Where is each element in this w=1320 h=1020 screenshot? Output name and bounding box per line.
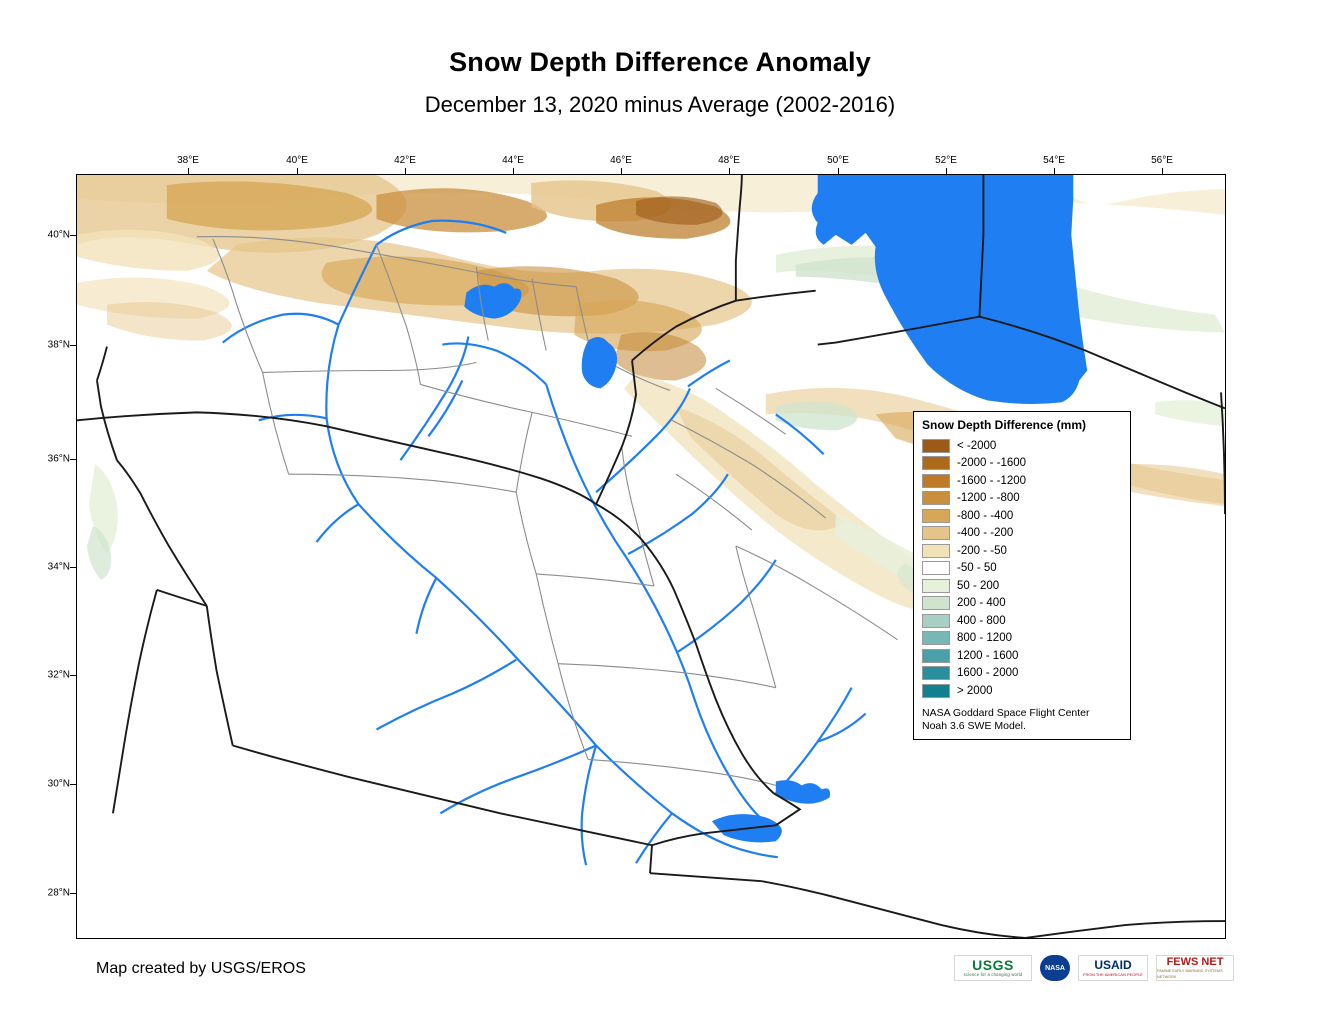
legend-source-line2: Noah 3.6 SWE Model. <box>922 719 1026 732</box>
legend-item <box>922 560 1122 578</box>
lat-label: 40°N <box>47 229 70 241</box>
lat-label: 36°N <box>47 453 70 465</box>
legend-swatch <box>922 684 950 698</box>
legend-swatch <box>922 666 950 680</box>
usgs-logo-tagline: science for a changing world <box>963 972 1023 977</box>
legend-label: 200 - 400 <box>957 597 1006 610</box>
lon-label: 50°E <box>827 155 849 166</box>
page-subtitle: December 13, 2020 minus Average (2002-2016) <box>424 92 896 117</box>
legend-label: -800 - -400 <box>957 509 1014 522</box>
legend-item <box>922 630 1122 648</box>
lon-label: 40°E <box>286 155 308 166</box>
legend-label: 50 - 200 <box>957 579 1000 592</box>
lon-label: 52°E <box>935 155 957 166</box>
legend-label: -400 - -200 <box>957 527 1014 540</box>
legend-item <box>922 665 1122 683</box>
title-block <box>0 0 1320 118</box>
legend-label: 1200 - 1600 <box>957 649 1019 662</box>
lon-label: 48°E <box>718 155 740 166</box>
page-title: Snow Depth Difference Anomaly <box>449 47 871 77</box>
lon-label: 56°E <box>1151 155 1173 166</box>
legend-swatch <box>922 631 950 645</box>
map-credit: Map created by USGS/EROS <box>96 960 306 977</box>
legend-item <box>922 437 1122 455</box>
legend-title: Snow Depth Difference (mm) <box>922 418 1087 432</box>
legend-label: -1200 - -800 <box>957 492 1020 505</box>
legend-label: -1600 - -1200 <box>957 474 1027 487</box>
legend-swatch <box>922 614 950 628</box>
legend-source-line1: NASA Goddard Space Flight Center <box>922 706 1090 719</box>
lat-label: 30°N <box>47 778 70 790</box>
legend-label: -200 - -50 <box>957 544 1007 557</box>
legend-item <box>922 647 1122 665</box>
legend-swatch <box>922 491 950 505</box>
legend-item <box>922 507 1122 525</box>
legend-label: < -2000 <box>957 439 997 452</box>
legend-item <box>922 577 1122 595</box>
legend-label: 800 - 1200 <box>957 632 1012 645</box>
usgs-logo-text: USGS <box>972 957 1014 973</box>
map-legend <box>913 411 1131 740</box>
usaid-logo <box>1078 955 1148 981</box>
usaid-logo-tagline: FROM THE AMERICAN PEOPLE <box>1083 971 1143 977</box>
legend-swatch <box>922 474 950 488</box>
legend-swatch <box>922 561 950 575</box>
legend-source <box>922 707 1122 733</box>
legend-swatch <box>922 456 950 470</box>
legend-item <box>922 455 1122 473</box>
legend-label: -50 - 50 <box>957 562 997 575</box>
usaid-logo-text: USAID <box>1094 957 1132 972</box>
legend-swatch <box>922 596 950 610</box>
lat-label: 38°N <box>47 339 70 351</box>
legend-item <box>922 525 1122 543</box>
logo-row <box>954 955 1234 981</box>
legend-label: 1600 - 2000 <box>957 667 1019 680</box>
legend-swatch <box>922 544 950 558</box>
legend-swatch <box>922 509 950 523</box>
lon-label: 46°E <box>610 155 632 166</box>
lat-label: 28°N <box>47 887 70 899</box>
legend-label: > 2000 <box>957 684 993 697</box>
legend-item <box>922 490 1122 508</box>
legend-swatch <box>922 439 950 453</box>
nasa-logo-text: NASA <box>1045 964 1065 972</box>
legend-item <box>922 542 1122 560</box>
legend-label: 400 - 800 <box>957 614 1006 627</box>
usgs-logo <box>954 955 1032 981</box>
nasa-logo <box>1040 955 1070 981</box>
legend-item <box>922 595 1122 613</box>
fewsnet-logo-tagline: FAMINE EARLY WARNING SYSTEMS NETWORK <box>1157 969 1223 979</box>
fewsnet-logo-text: FEWS NET <box>1166 956 1224 968</box>
lon-label: 38°E <box>177 155 199 166</box>
legend-swatch <box>922 526 950 540</box>
legend-item <box>922 612 1122 630</box>
lon-label: 54°E <box>1043 155 1065 166</box>
legend-item <box>922 472 1122 490</box>
lat-label: 32°N <box>47 669 70 681</box>
legend-label: -2000 - -1600 <box>957 457 1027 470</box>
lon-label: 44°E <box>502 155 524 166</box>
lon-label: 42°E <box>394 155 416 166</box>
legend-item <box>922 682 1122 700</box>
lat-label: 34°N <box>47 561 70 573</box>
legend-swatch <box>922 649 950 663</box>
fewsnet-logo <box>1156 955 1234 981</box>
legend-swatch <box>922 579 950 593</box>
